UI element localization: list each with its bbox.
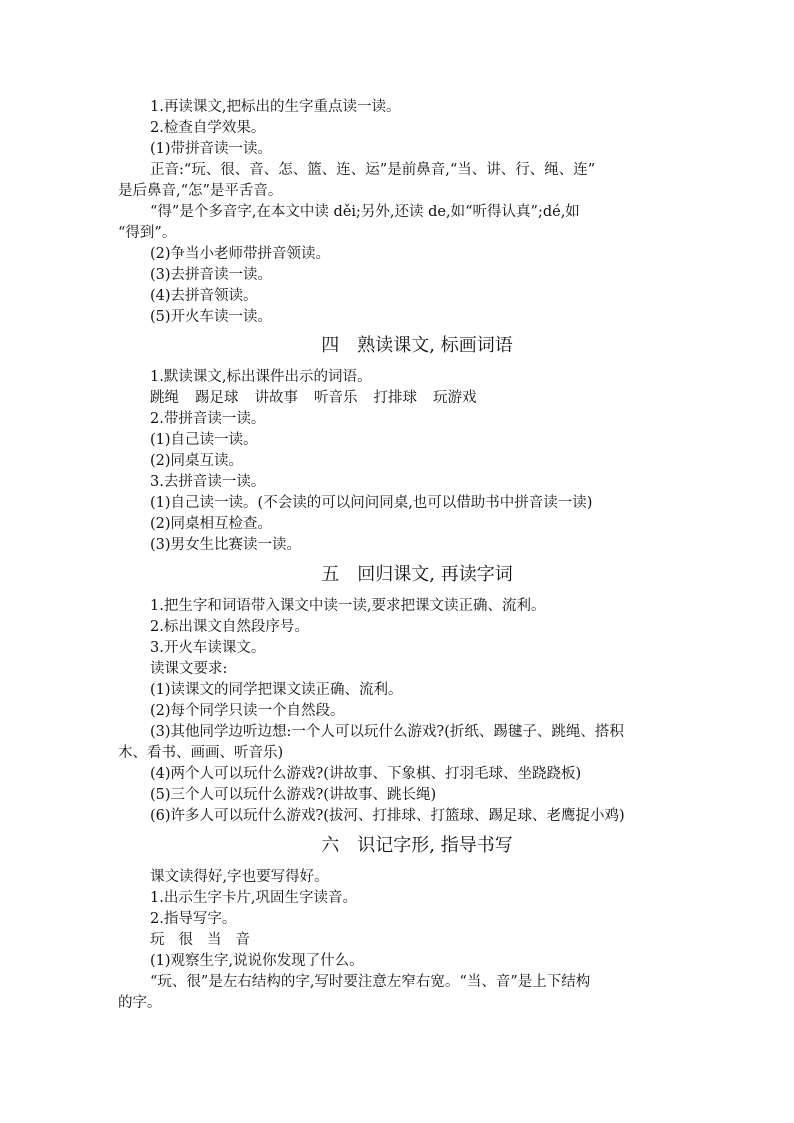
section-heading-6: 六 识记字形, 指导书写 (321, 835, 513, 856)
reading-requirements-label: 读课文要求: (150, 661, 228, 677)
vocabulary-word-list (150, 388, 493, 409)
vocabulary-word: 跳绳 (150, 390, 179, 406)
substep-boys-girls-contest: (3)男女生比赛读一读。 (150, 537, 302, 553)
step-read-with-pinyin: 2.带拼音读一读。 (150, 411, 266, 427)
requirement-one-paragraph: (2)每个同学只读一个自然段。 (150, 703, 345, 719)
writing-intro: 课文读得好,字也要写得好。 (150, 869, 329, 885)
step-guide-writing: 2.指导写字。 (150, 911, 237, 927)
substep-read-with-pinyin: (1)带拼音读一读。 (150, 141, 273, 157)
step-silent-read: 1.默读课文,标出课件出示的词语。 (150, 369, 372, 385)
pronunciation-note-line1: 正音:“玩、很、音、怎、篮、连、运”是前鼻音,“当、讲、行、绳、连” (150, 162, 596, 178)
vocabulary-word: 听音乐 (314, 390, 358, 406)
substep-read-without-pinyin: (3)去拼音读一读。 (150, 267, 273, 283)
substep-observe-characters: (1)观察生字,说说你发现了什么。 (150, 953, 364, 969)
new-character: 很 (178, 932, 193, 948)
question-one-person-line1: (3)其他同学边听边想:一个人可以玩什么游戏?(折纸、踢毽子、跳绳、搭积 (150, 724, 624, 740)
new-character: 当 (207, 932, 222, 948)
substep-peer-read: (2)同桌互读。 (150, 453, 244, 469)
substep-lead-without-pinyin: (4)去拼音领读。 (150, 288, 258, 304)
question-three-people: (5)三个人可以玩什么游戏?(讲故事、跳长绳) (150, 787, 437, 803)
new-character: 玩 (150, 932, 165, 948)
new-character: 音 (235, 932, 250, 948)
substep-train-reading: (5)开火车读一读。 (150, 309, 273, 325)
substep-peer-check: (2)同桌相互检查。 (150, 516, 273, 532)
question-one-person-line2: 木、看书、画画、听音乐) (118, 745, 284, 761)
step-check-self-study: 2.检查自学效果。 (150, 120, 266, 136)
question-two-people: (4)两个人可以玩什么游戏?(讲故事、下象棋、打羽毛球、坐跷跷板) (150, 766, 582, 782)
polyphone-note-line1: “得”是个多音字,在本文中读 děi;另外,还读 de,如“听得认真”;dé,如 (150, 204, 580, 220)
vocabulary-word: 打排球 (373, 390, 417, 406)
step-train-read-text: 3.开火车读课文。 (150, 640, 266, 656)
substep-self-read-help: (1)自己读一读。(不会读的可以问问同桌,也可以借助书中拼音读一读) (150, 495, 593, 511)
requirement-correct-fluent: (1)读课文的同学把课文读正确、流利。 (150, 682, 403, 698)
step-read-without-pinyin: 3.去拼音读一读。 (150, 474, 266, 490)
section-heading-4: 四 熟读课文, 标画词语 (321, 335, 513, 356)
new-character-list (150, 930, 264, 951)
step-reread-text: 1.再读课文,把标出的生字重点读一读。 (150, 99, 401, 115)
step-show-cards: 1.出示生字卡片,巩固生字读音。 (150, 890, 357, 906)
question-many-people: (6)许多人可以玩什么游戏?(拔河、打排球、打篮球、踢足球、老鹰捉小鸡) (150, 808, 625, 824)
polyphone-note-line2: “得到”。 (118, 225, 177, 241)
substep-little-teacher: (2)争当小老师带拼音领读。 (150, 246, 331, 262)
step-mark-paragraphs: 2.标出课文自然段序号。 (150, 619, 309, 635)
pronunciation-note-line2: 是后鼻音,“怎”是平舌音。 (118, 183, 283, 199)
vocabulary-word: 讲故事 (254, 390, 298, 406)
structure-note-line2: 的字。 (118, 995, 162, 1011)
section-heading-5: 五 回归课文, 再读字词 (321, 564, 513, 585)
vocabulary-word: 玩游戏 (433, 390, 477, 406)
step-read-into-text: 1.把生字和词语带入课文中读一读,要求把课文读正确、流利。 (150, 598, 546, 614)
substep-self-read: (1)自己读一读。 (150, 432, 258, 448)
vocabulary-word: 踢足球 (195, 390, 239, 406)
structure-note-line1: “玩、很”是左右结构的字,写时要注意左窄右宽。“当、音”是上下结构 (150, 974, 591, 990)
